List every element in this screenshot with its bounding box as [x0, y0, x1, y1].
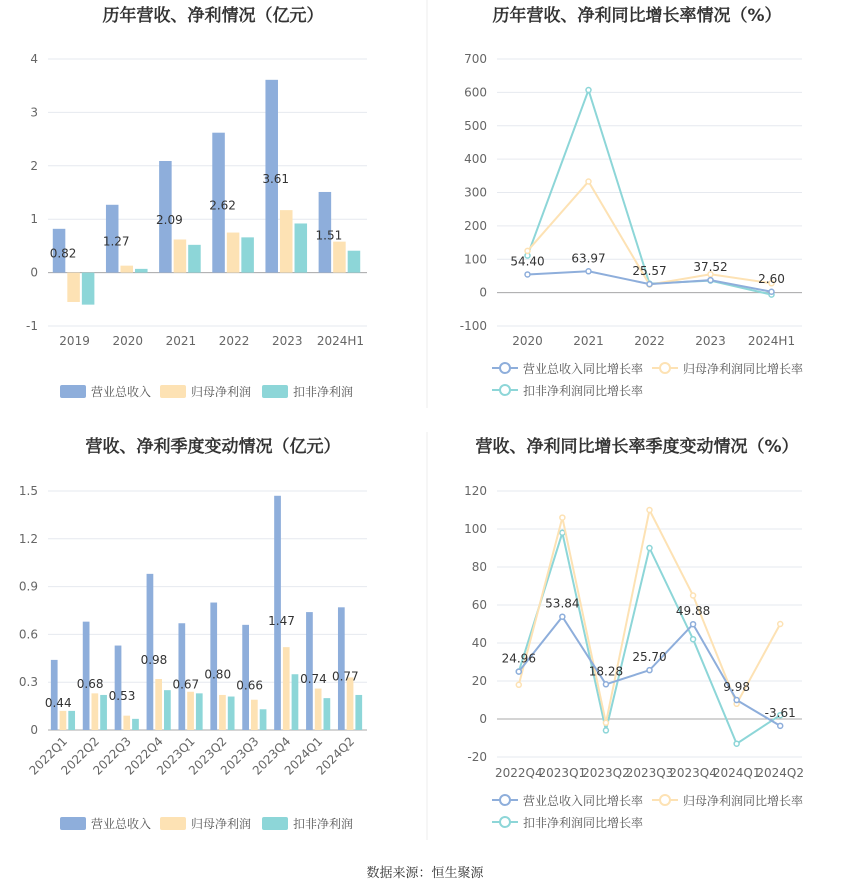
x-tick-label: 2023Q1	[538, 766, 587, 780]
y-tick-label: 0	[479, 712, 487, 726]
line-point	[647, 546, 652, 551]
y-tick-label: -1	[26, 319, 38, 333]
legend-label: 扣非净利润	[293, 385, 354, 399]
line-point	[708, 278, 713, 283]
data-label: 0.66	[236, 678, 263, 693]
x-tick-label: 2023Q4	[249, 734, 294, 778]
bar-net-profit	[280, 210, 293, 272]
legend-swatch	[262, 817, 288, 830]
bar-net-profit	[187, 692, 194, 730]
legend-swatch-marker	[500, 817, 510, 827]
x-tick-label: 2022Q4	[122, 734, 166, 778]
y-tick-label: 500	[464, 118, 487, 133]
legend-swatch	[60, 385, 86, 398]
y-tick-label: 100	[464, 252, 487, 267]
bar-deducted-profit	[241, 237, 254, 272]
data-label: 0.44	[44, 695, 72, 710]
line-point	[778, 622, 783, 627]
line-point	[691, 593, 696, 598]
x-tick-label: 2022Q3	[90, 734, 134, 778]
y-tick-label: 1.5	[18, 484, 38, 498]
data-label: 2.09	[156, 212, 183, 227]
x-tick-label: 2023Q1	[154, 734, 198, 778]
legend-label: 营业总收入	[91, 385, 152, 399]
bar-net-profit	[283, 647, 290, 730]
legend-swatch-marker	[660, 795, 670, 805]
bar-deducted-profit	[164, 690, 171, 730]
line-point	[778, 723, 783, 728]
bar-net-profit	[347, 677, 354, 730]
line-point	[647, 282, 652, 287]
data-label: 9.98	[723, 680, 751, 695]
bar-revenue	[115, 646, 122, 730]
bar-revenue	[178, 623, 185, 730]
data-label: 53.84	[545, 596, 580, 611]
x-tick-label: 2024H1	[747, 334, 796, 348]
line-point	[769, 289, 774, 294]
x-tick-label: 2020	[512, 334, 543, 348]
chart-title: 营收、净利同比增长率季度变动情况（%）	[475, 437, 799, 457]
bar-deducted-profit	[135, 269, 148, 273]
line-point	[525, 248, 530, 253]
data-source-note: 数据来源：恒生聚源	[366, 866, 484, 881]
x-tick-label: 2021	[573, 334, 604, 348]
data-label: 1.47	[268, 613, 295, 628]
legend-swatch-marker	[500, 363, 510, 373]
bar-net-profit	[227, 233, 240, 273]
x-tick-label: 2022Q1	[26, 734, 71, 778]
bar-net-profit	[123, 716, 130, 730]
y-tick-label: 1.2	[18, 531, 38, 546]
y-tick-label: 0	[30, 265, 38, 280]
x-tick-label: 2024Q1	[712, 766, 761, 780]
bar-revenue	[51, 660, 58, 730]
bar-net-profit	[333, 242, 346, 273]
line-point	[586, 269, 591, 274]
line-point	[586, 179, 591, 184]
line-point	[691, 622, 696, 627]
y-tick-label: 60	[471, 598, 487, 612]
legend-label: 扣非净利润	[293, 817, 354, 831]
data-label: 25.57	[632, 264, 667, 279]
bar-deducted-profit	[260, 709, 267, 730]
legend-swatch	[160, 817, 186, 830]
legend-swatch	[160, 385, 186, 398]
line-point	[560, 530, 565, 535]
bar-deducted-profit	[348, 251, 361, 273]
data-label: 0.80	[204, 667, 232, 682]
y-tick-label: 0	[30, 723, 38, 737]
chart-1	[26, 5, 367, 399]
y-tick-label: 600	[464, 85, 487, 100]
legend-label: 归母净利润	[191, 817, 252, 831]
bar-net-profit	[60, 711, 67, 730]
data-label: 1.27	[102, 234, 130, 249]
legend-swatch-marker	[500, 385, 510, 395]
x-tick-label: 2021	[165, 334, 197, 348]
line-deducted-profit-growth	[519, 533, 780, 744]
line-point	[734, 698, 739, 703]
y-tick-label: 400	[464, 152, 487, 167]
data-label: 2.62	[209, 198, 236, 213]
data-label: 0.68	[76, 676, 104, 691]
chart-title: 历年营收、净利同比增长率情况（%）	[492, 6, 782, 26]
y-tick-label: 0.3	[18, 675, 38, 690]
x-tick-label: 2023Q3	[217, 734, 262, 778]
bar-revenue	[306, 612, 313, 730]
y-tick-label: -20	[467, 750, 487, 764]
line-point	[647, 508, 652, 513]
line-point	[560, 515, 565, 520]
legend-label: 归母净利润同比增长率	[683, 362, 804, 376]
bar-revenue	[147, 574, 154, 730]
data-label: 2.60	[758, 271, 785, 286]
legend-swatch	[262, 385, 288, 398]
y-tick-label: 700	[464, 52, 487, 66]
x-tick-label: 2022	[218, 334, 250, 348]
y-tick-label: 0.9	[18, 579, 38, 594]
legend-label: 扣非净利润同比增长率	[523, 816, 644, 830]
bar-deducted-profit	[188, 245, 201, 273]
line-point	[525, 272, 530, 277]
bar-revenue	[210, 603, 217, 730]
legend-label: 归母净利润	[191, 385, 252, 399]
data-label: 63.97	[571, 251, 606, 266]
bar-net-profit	[174, 239, 187, 272]
line-point	[560, 614, 565, 619]
bar-net-profit	[91, 693, 98, 730]
data-label: 0.77	[331, 669, 359, 684]
legend-label: 归母净利润同比增长率	[683, 794, 804, 808]
data-label: 0.98	[140, 652, 168, 667]
bar-deducted-profit	[292, 674, 299, 730]
x-tick-label: 2024Q1	[281, 734, 326, 778]
chart-3	[19, 436, 367, 831]
legend-label: 营业总收入	[91, 817, 152, 831]
bar-deducted-profit	[68, 711, 75, 730]
x-tick-label: 2023Q4	[669, 766, 717, 780]
bar-net-profit	[67, 273, 80, 302]
data-label: 1.51	[315, 228, 343, 243]
x-tick-label: 2024H1	[316, 334, 365, 348]
bar-net-profit	[155, 679, 162, 730]
y-tick-label: 80	[471, 560, 487, 574]
y-tick-label: 0	[479, 285, 487, 300]
x-tick-label: 2019	[59, 334, 90, 348]
x-tick-label: 2022Q4	[494, 766, 543, 780]
bar-deducted-profit	[295, 223, 308, 272]
bar-revenue	[83, 622, 90, 730]
y-tick-label: 2	[30, 158, 38, 173]
y-tick-label: 20	[471, 674, 487, 688]
y-tick-label: 1	[30, 212, 38, 227]
y-tick-label: 120	[464, 484, 487, 498]
data-label: 0.67	[172, 677, 200, 692]
y-tick-label: 300	[464, 185, 487, 200]
x-tick-label: 2020	[112, 334, 144, 348]
y-tick-label: -100	[459, 319, 487, 333]
chart-2	[460, 5, 803, 398]
line-point	[516, 669, 521, 674]
bar-net-profit	[315, 689, 322, 730]
line-point	[647, 668, 652, 673]
data-label: 0.53	[108, 688, 136, 703]
legend-swatch	[60, 817, 86, 830]
bar-deducted-profit	[355, 695, 362, 730]
chart-title: 营收、净利季度变动情况（亿元）	[85, 437, 341, 457]
bar-net-profit	[219, 695, 226, 730]
data-label: 25.70	[632, 650, 667, 665]
legend-label: 扣非净利润同比增长率	[523, 384, 644, 398]
y-tick-label: 100	[464, 522, 487, 536]
chart-4	[464, 436, 804, 830]
data-label: 24.96	[501, 651, 536, 666]
data-label: 54.40	[510, 254, 545, 269]
y-tick-label: 200	[464, 218, 487, 233]
line-point	[603, 682, 608, 687]
x-tick-label: 2023Q3	[625, 766, 674, 780]
x-tick-label: 2023	[695, 334, 726, 348]
x-tick-label: 2022Q2	[58, 734, 102, 778]
line-point	[603, 720, 608, 725]
bar-revenue	[274, 496, 281, 730]
legend-label: 营业总收入同比增长率	[523, 362, 644, 376]
y-tick-label: 3	[30, 105, 38, 120]
line-point	[516, 682, 521, 687]
legend-swatch-marker	[500, 795, 510, 805]
bar-deducted-profit	[324, 698, 331, 730]
chart-title: 历年营收、净利情况（亿元）	[102, 6, 324, 26]
data-label: -3.61	[764, 705, 796, 720]
data-label: 0.74	[300, 672, 327, 687]
x-tick-label: 2023	[271, 334, 303, 348]
data-label: 0.82	[49, 246, 77, 261]
bar-deducted-profit	[82, 273, 95, 305]
x-tick-label: 2023Q2	[582, 766, 630, 780]
x-tick-label: 2024Q2	[313, 734, 358, 778]
bar-net-profit	[120, 266, 133, 273]
data-label: 3.61	[262, 172, 290, 187]
y-tick-label: 0.6	[18, 627, 38, 642]
line-point	[691, 637, 696, 642]
bar-net-profit	[251, 700, 258, 730]
legend-swatch-marker	[660, 363, 670, 373]
bar-revenue	[338, 607, 345, 730]
bar-deducted-profit	[228, 697, 235, 730]
data-label: 37.52	[693, 260, 728, 275]
y-tick-label: 4	[30, 52, 38, 66]
line-point	[734, 741, 739, 746]
bar-deducted-profit	[100, 695, 107, 730]
x-tick-label: 2023Q2	[185, 734, 230, 778]
line-point	[586, 88, 591, 93]
bar-revenue	[242, 625, 249, 730]
x-tick-label: 2024Q2	[756, 766, 805, 780]
data-label: 18.28	[588, 664, 624, 679]
y-tick-label: 40	[471, 636, 487, 650]
x-tick-label: 2022	[634, 334, 665, 348]
data-label: 49.88	[675, 604, 711, 619]
bar-deducted-profit	[132, 719, 139, 730]
legend-label: 营业总收入同比增长率	[523, 794, 644, 808]
bar-deducted-profit	[196, 693, 203, 730]
line-point	[603, 728, 608, 733]
